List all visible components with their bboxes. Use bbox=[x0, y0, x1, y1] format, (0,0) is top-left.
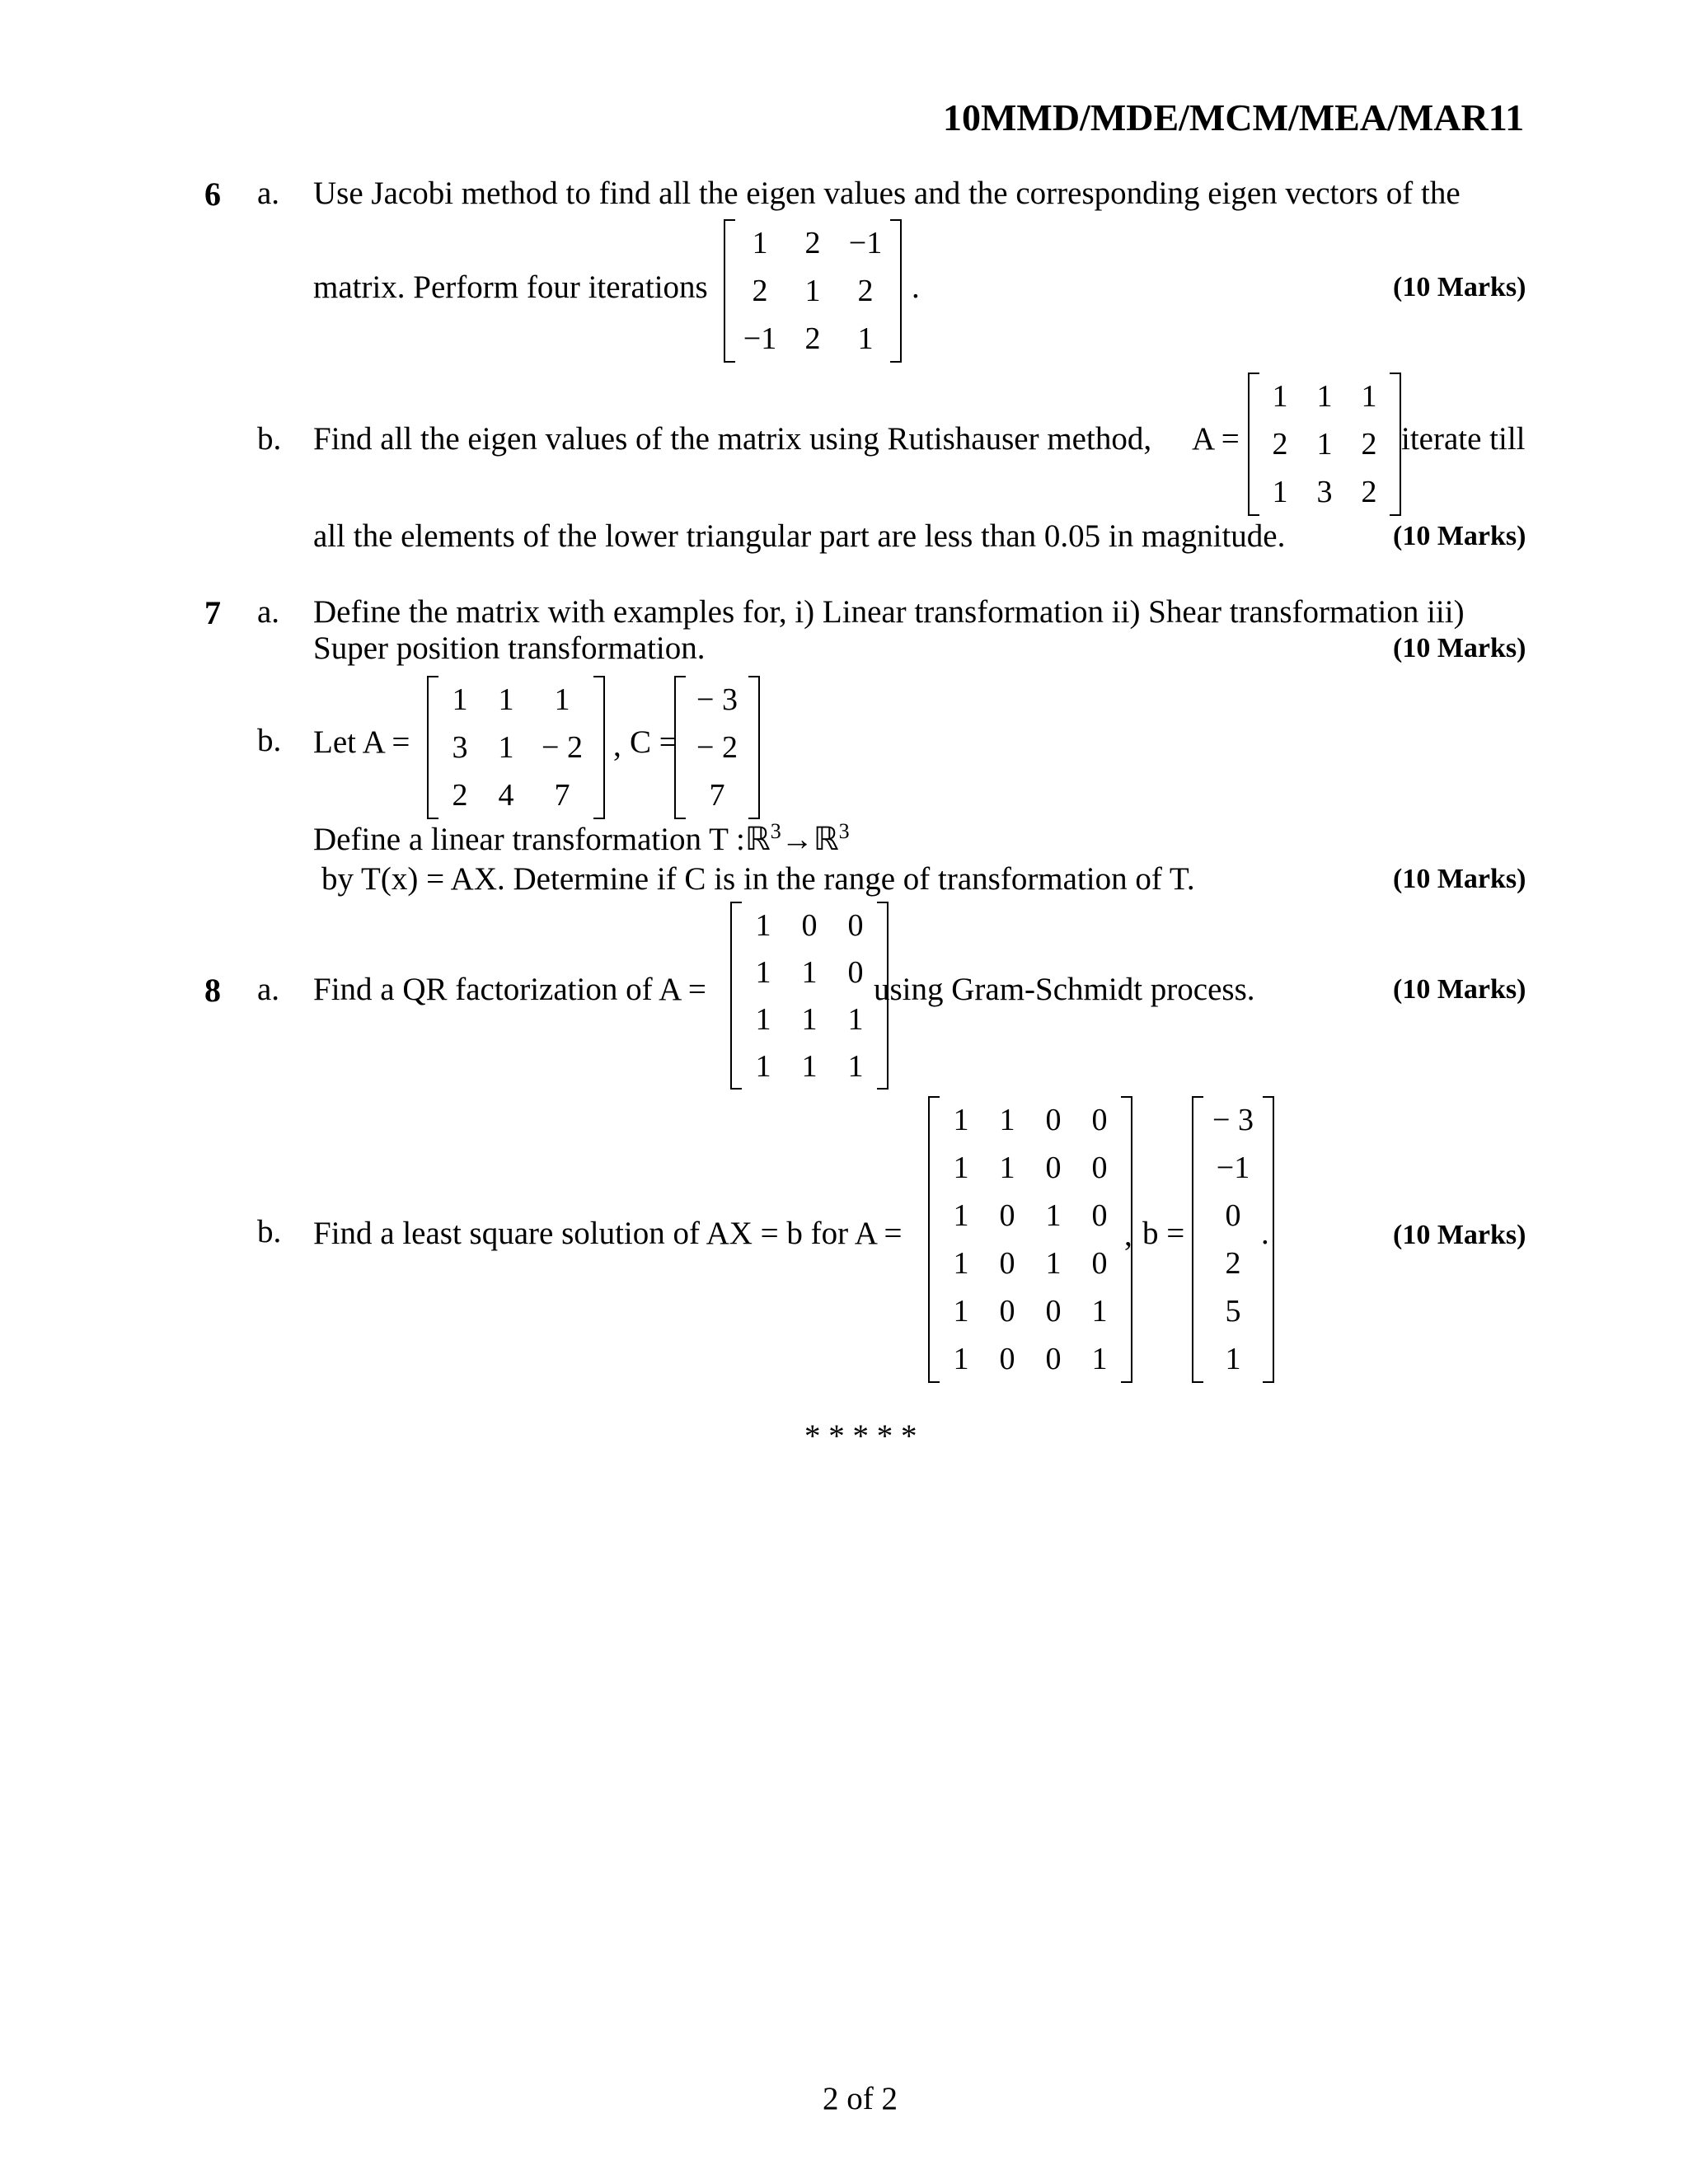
matrix-cell: 2 bbox=[1361, 427, 1377, 462]
q8a-label: a. bbox=[257, 972, 280, 1007]
matrix-cell: −1 bbox=[848, 226, 883, 260]
matrix-cell: 1 bbox=[1272, 475, 1288, 509]
q6a-label: a. bbox=[257, 176, 280, 211]
q7b-exponent-codomain: 3 bbox=[838, 819, 850, 843]
q8b-comma: , bbox=[1124, 1217, 1132, 1253]
matrix-cell: 1 bbox=[847, 1048, 864, 1084]
q8b-period: . bbox=[1261, 1216, 1269, 1251]
q7b-c-lhs: C = bbox=[630, 724, 678, 760]
matrix-cell: −1 bbox=[743, 321, 777, 356]
matrix-cell: 1 bbox=[953, 1198, 969, 1233]
paper-code: 10MMD/MDE/MCM/MEA/MAR11 bbox=[943, 96, 1525, 138]
matrix-cell: 1 bbox=[755, 1001, 771, 1037]
matrix-cell: 0 bbox=[1045, 1294, 1062, 1329]
matrix-cell: 2 bbox=[452, 778, 468, 813]
q6b-lhs: A = bbox=[1192, 421, 1240, 457]
matrix-cell: 1 bbox=[1361, 379, 1377, 414]
matrix-cell: 2 bbox=[1361, 475, 1377, 509]
q7b-comma: , bbox=[613, 728, 621, 763]
matrix-cell: 1 bbox=[498, 682, 514, 717]
q8a-text-after: using Gram-Schmidt process. bbox=[874, 972, 1255, 1007]
matrix-cell: 0 bbox=[1045, 1151, 1062, 1185]
end-stars: * * * * * bbox=[804, 1418, 917, 1454]
matrix-cell: 1 bbox=[801, 1001, 818, 1037]
matrix-cell: 1 bbox=[1316, 379, 1333, 414]
q7b-arrow: → bbox=[781, 822, 814, 857]
q7b-let: Let A = bbox=[313, 724, 410, 760]
question-number-6: 6 bbox=[204, 176, 221, 213]
q8a-text: Find a QR factorization of A = bbox=[313, 972, 706, 1007]
matrix-cell: 1 bbox=[801, 954, 818, 990]
matrix-cell: 2 bbox=[752, 274, 768, 308]
matrix-cell: 1 bbox=[857, 321, 874, 356]
matrix-cell: 0 bbox=[847, 954, 864, 990]
matrix-cell: 1 bbox=[1091, 1342, 1108, 1376]
question-number-7: 7 bbox=[204, 594, 221, 631]
q7b-r-codomain: ℝ bbox=[813, 821, 839, 858]
matrix-cell: 1 bbox=[804, 274, 821, 308]
vector-cell: 0 bbox=[1225, 1198, 1241, 1233]
matrix-cell: 7 bbox=[554, 778, 570, 813]
matrix-cell: 0 bbox=[1045, 1103, 1062, 1137]
q6b-marks: (10 Marks) bbox=[1393, 521, 1526, 551]
matrix-cell: 1 bbox=[755, 907, 771, 943]
matrix-cell: − 2 bbox=[696, 730, 738, 765]
matrix-cell: 2 bbox=[857, 274, 874, 308]
q6a-period: . bbox=[912, 269, 920, 305]
matrix-cell: 1 bbox=[953, 1246, 969, 1281]
q6b-text-line1: Find all the eigen values of the matrix using Rutishauser method, bbox=[313, 421, 1152, 457]
matrix-cell: 4 bbox=[498, 778, 514, 813]
matrix-cell: 0 bbox=[1045, 1342, 1062, 1376]
q6b-matrix bbox=[1248, 373, 1401, 516]
q7b-r-domain: ℝ bbox=[744, 821, 771, 858]
matrix-cell: 1 bbox=[1091, 1294, 1108, 1329]
matrix-cell: 0 bbox=[1091, 1246, 1108, 1281]
matrix-cell: 1 bbox=[452, 682, 468, 717]
matrix-cell: 2 bbox=[804, 321, 821, 356]
q7a-text-line2: Super position transformation. bbox=[313, 630, 706, 666]
matrix-cell: 1 bbox=[752, 226, 768, 260]
q7a-label: a. bbox=[257, 594, 280, 630]
q8b-matrix-a bbox=[928, 1096, 1132, 1383]
q8b-b-lhs: b = bbox=[1142, 1216, 1185, 1251]
q6b-text-after: iterate till bbox=[1401, 421, 1526, 457]
q7b-text-prefix: Define a linear transformation T : bbox=[313, 822, 745, 857]
q7a-marks: (10 Marks) bbox=[1393, 633, 1526, 663]
q7b-matrix-c bbox=[674, 676, 760, 819]
matrix-cell: 1 bbox=[953, 1342, 969, 1376]
q8b-label: b. bbox=[257, 1214, 282, 1249]
q6b-label: b. bbox=[257, 421, 282, 457]
vector-cell: 5 bbox=[1225, 1294, 1241, 1329]
matrix-cell: 1 bbox=[999, 1151, 1015, 1185]
q6a-marks: (10 Marks) bbox=[1393, 272, 1526, 302]
q8a-marks: (10 Marks) bbox=[1393, 974, 1526, 1005]
matrix-cell: 1 bbox=[755, 954, 771, 990]
matrix-cell: 1 bbox=[953, 1103, 969, 1137]
q6b-text-line2: all the elements of the lower triangular part are less than 0.05 in magnitude. bbox=[313, 518, 1286, 554]
matrix-cell: − 2 bbox=[542, 730, 583, 765]
q7a-text-line1: Define the matrix with examples for, i) Linear transformation ii) Shear transformation iii) bbox=[313, 594, 1465, 630]
matrix-cell: 2 bbox=[1272, 427, 1288, 462]
q7b-text-line2: by T(x) = AX. Determine if C is in the range of transformation of T. bbox=[321, 861, 1195, 897]
vector-cell: −1 bbox=[1216, 1151, 1250, 1185]
matrix-cell: 0 bbox=[999, 1246, 1015, 1281]
matrix-cell: 1 bbox=[1045, 1198, 1062, 1233]
matrix-cell: 0 bbox=[999, 1198, 1015, 1233]
q7b-text-line1 bbox=[313, 819, 850, 858]
matrix-cell: 1 bbox=[847, 1001, 864, 1037]
matrix-cell: 0 bbox=[1091, 1198, 1108, 1233]
matrix-cell: 1 bbox=[498, 730, 514, 765]
matrix-cell: 3 bbox=[1316, 475, 1333, 509]
q7b-exponent-domain: 3 bbox=[770, 819, 781, 843]
matrix-cell: 0 bbox=[999, 1342, 1015, 1376]
q8a-matrix bbox=[730, 902, 889, 1090]
matrix-cell: 0 bbox=[847, 907, 864, 943]
matrix-cell: − 3 bbox=[696, 682, 738, 717]
matrix-cell: 1 bbox=[999, 1103, 1015, 1137]
matrix-cell: 0 bbox=[1091, 1103, 1108, 1137]
question-number-8: 8 bbox=[204, 972, 221, 1009]
q6a-matrix bbox=[724, 219, 902, 363]
matrix-cell: 1 bbox=[953, 1294, 969, 1329]
q8b-marks: (10 Marks) bbox=[1393, 1220, 1526, 1250]
matrix-cell: 0 bbox=[801, 907, 818, 943]
vector-cell: 2 bbox=[1225, 1246, 1241, 1281]
vector-cell: 1 bbox=[1225, 1342, 1241, 1376]
q6a-text-line1: Use Jacobi method to find all the eigen values and the corresponding eigen vectors of the bbox=[313, 176, 1461, 211]
q7b-marks: (10 Marks) bbox=[1393, 864, 1526, 894]
matrix-cell: 1 bbox=[1045, 1246, 1062, 1281]
matrix-cell: 3 bbox=[452, 730, 468, 765]
q8b-text: Find a least square solution of AX = b for A = bbox=[313, 1216, 903, 1251]
vector-cell: − 3 bbox=[1212, 1103, 1254, 1137]
matrix-cell: 1 bbox=[1316, 427, 1333, 462]
matrix-cell: 1 bbox=[755, 1048, 771, 1084]
matrix-cell: 7 bbox=[709, 778, 725, 813]
q7b-matrix-a bbox=[427, 676, 605, 819]
page-number: 2 of 2 bbox=[823, 2081, 898, 2116]
matrix-cell: 0 bbox=[1091, 1151, 1108, 1185]
matrix-cell: 2 bbox=[804, 226, 821, 260]
matrix-cell: 1 bbox=[953, 1151, 969, 1185]
matrix-cell: 1 bbox=[1272, 379, 1288, 414]
matrix-cell: 1 bbox=[801, 1048, 818, 1084]
q6a-text-line2: matrix. Perform four iterations bbox=[313, 269, 708, 305]
q7b-label: b. bbox=[257, 723, 282, 758]
matrix-cell: 1 bbox=[554, 682, 570, 717]
matrix-cell: 0 bbox=[999, 1294, 1015, 1329]
